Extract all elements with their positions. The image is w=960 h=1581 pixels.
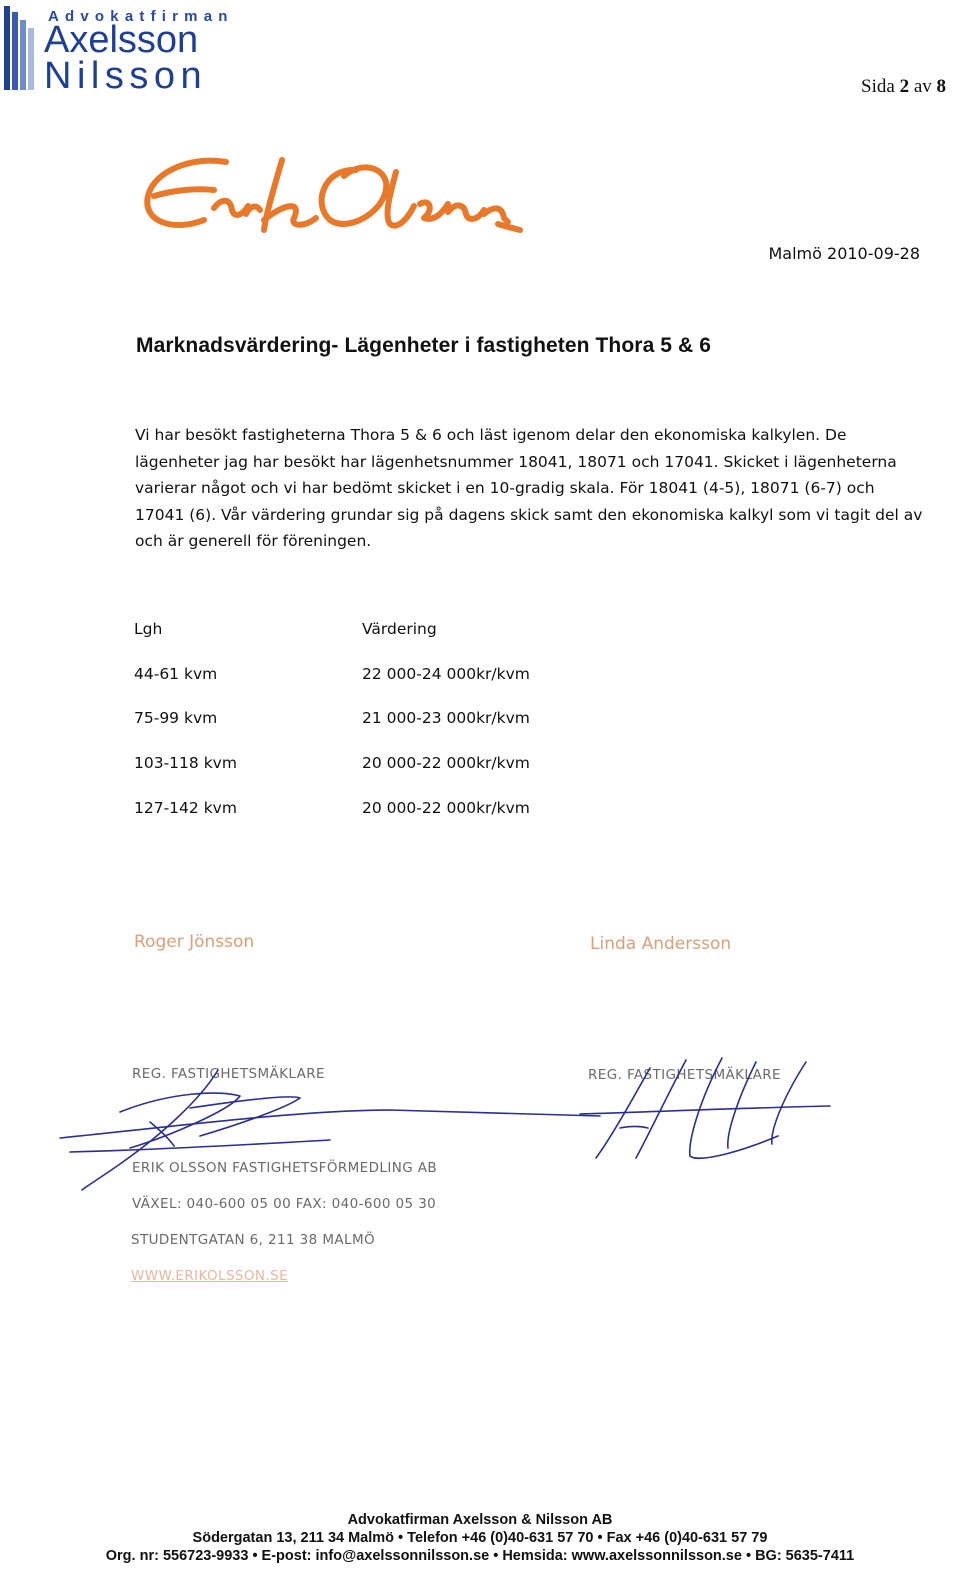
- footer-line-1: Advokatfirman Axelsson & Nilsson AB: [347, 1512, 613, 1528]
- logo-name-line2: Nilsson: [44, 55, 208, 97]
- table-row: [134, 799, 634, 844]
- footer-line-2: Södergatan 13, 211 34 Malmö • Telefon +46 (0)40-631 57 70 • Fax +46 (0)40-631 57 79: [192, 1530, 768, 1546]
- page-total: 8: [936, 76, 946, 97]
- table-row: [134, 754, 634, 799]
- table-cell-size: 103-118 kvm: [134, 754, 237, 773]
- stamp-website-link[interactable]: WWW.ERIKOLSSON.SE: [131, 1268, 288, 1284]
- page-current: 2: [899, 76, 910, 97]
- table-cell-size: 75-99 kvm: [134, 709, 218, 728]
- valuation-table: [134, 620, 634, 843]
- document-date: Malmö 2010-09-28: [768, 244, 920, 263]
- table-cell-value: 20 000-22 000kr/kvm: [362, 754, 530, 773]
- table-row: [134, 665, 634, 710]
- stamp-phone: VÄXEL: 040-600 05 00 FAX: 040-600 05 30: [132, 1196, 437, 1212]
- footer: [0, 1511, 960, 1565]
- valuation-table-header: [134, 620, 634, 665]
- broker-name-2: Linda Andersson: [590, 934, 732, 954]
- logo-name-line1: Axelsson: [44, 19, 199, 61]
- body-paragraph: Vi har besökt fastigheterna Thora 5 & 6 och läst igenom delar den ekonomiska kalkylen. De lägenheter jag har besökt har lägenhetsnummer 18041, 18071 och 17041. Skicket i lägenheterna varierar något och vi har bedömt skicket i en 10-gradig skala. För 18041 (4-5), 18071 (6-7) och 17041 (6). Vår värdering grundar sig på dagens skick samt den ekonomiska kalkyl som vi tagit del av och är generell för föreningen.: [135, 426, 923, 551]
- broker-name-1: Roger Jönsson: [134, 932, 255, 952]
- table-cell-size: 44-61 kvm: [134, 664, 218, 683]
- table-cell-value: 20 000-22 000kr/kvm: [362, 798, 530, 817]
- stamp-address: STUDENTGATAN 6, 211 38 MALMÖ: [131, 1232, 376, 1248]
- table-row: [134, 709, 634, 754]
- header-cell-apartment: Lgh: [134, 620, 163, 638]
- page-sep: av: [913, 76, 932, 97]
- page-label: Sida: [861, 76, 895, 97]
- broker-title-1: REG. FASTIGHETSMÄKLARE: [132, 1066, 325, 1082]
- agent-signature: [134, 148, 534, 248]
- signature-right: [580, 1106, 830, 1114]
- broker-signatures: [0, 1040, 960, 1210]
- table-cell-value: 22 000-24 000kr/kvm: [362, 664, 530, 683]
- document-title: Marknadsvärdering- Lägenheter i fastigheten Thora 5 & 6: [136, 334, 711, 357]
- header-cell-valuation: Värdering: [362, 620, 437, 638]
- stamp-company: ERIK OLSSON FASTIGHETSFÖRMEDLING AB: [132, 1160, 438, 1176]
- broker-title-2: REG. FASTIGHETSMÄKLARE: [588, 1067, 781, 1083]
- page-number: [861, 76, 946, 98]
- firm-logo: [4, 6, 234, 97]
- logo-bars-icon: [4, 6, 34, 90]
- table-cell-size: 127-142 kvm: [134, 798, 237, 817]
- signature-left: [60, 1110, 600, 1138]
- footer-line-3: Org. nr: 556723-9933 • E-post: info@axelssonnilsson.se • Hemsida: www.axelssonnilsson.se • BG: 5635-7411: [105, 1548, 855, 1564]
- logo-tagline: Advokatfirman: [48, 8, 234, 25]
- table-cell-value: 21 000-23 000kr/kvm: [362, 709, 530, 728]
